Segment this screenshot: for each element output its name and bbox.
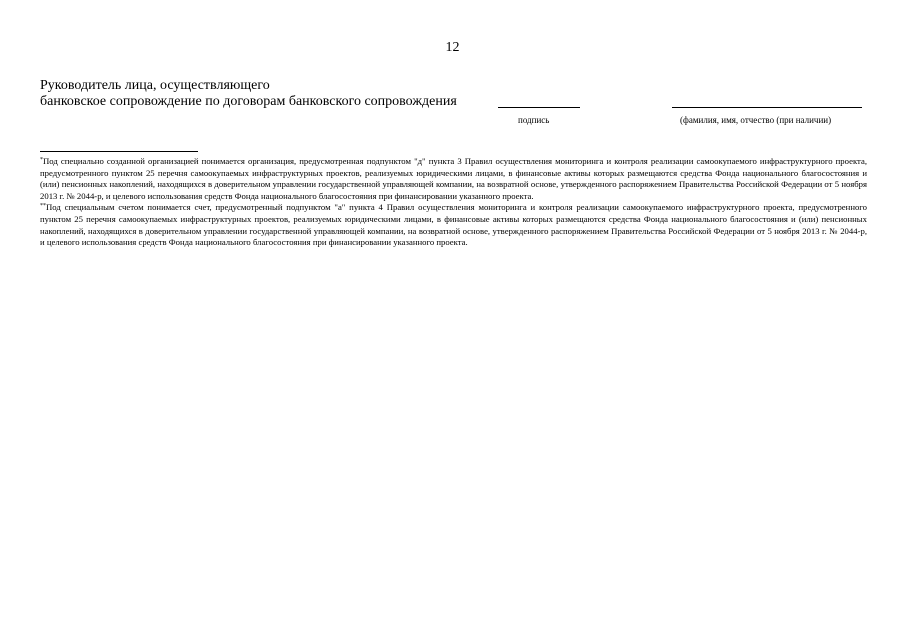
- footnote-2-text: Под специальным счетом понимается счет, предусмотренный подпунктом "а" пункта 4 Правил осуществления мониторинга и контроля реализации самоокупаемого инфраструктурного проекта, предусмотренного пунктом 25 перечня самоокупаемых инфраструктурных проектов, реализуемых юридическими лицами, в финансовые активы которых размещаются средства Фонда национального благосостояния и (или) пенсионных накоплений, находящихся в доверительном управлении государственной управляющей компании, на возвратной основе, утвержденного распоряжением Правительства Российской Федерации от 5 ноября 2013 г. № 2044-р, и целевого использования средств Фонда национального благосостояния при финансировании указанного проекта.: [40, 202, 867, 248]
- footnotes: [40, 156, 867, 249]
- full-name-line: [672, 107, 862, 108]
- signature-title-line-1: Руководитель лица, осуществляющего: [40, 78, 270, 93]
- footnote-separator: [40, 151, 198, 152]
- signature-caption: подпись: [518, 115, 550, 125]
- footnote-1: [40, 156, 867, 202]
- page-number: 12: [445, 40, 460, 55]
- footnote-2: [40, 202, 867, 248]
- full-name-caption: (фамилия, имя, отчество (при наличии): [680, 115, 832, 125]
- signature-line: [498, 107, 580, 108]
- footnote-2-mark: **: [40, 203, 46, 210]
- signature-title-line-2-row: [40, 94, 870, 110]
- footnote-1-text: Под специально созданной организацией понимается организация, предусмотренная подпунктом "д" пункта 3 Правил осуществления мониторинга и контроля реализации самоокупаемого инфраструктурного проекта, предусмотренного пунктом 25 перечня самоокупаемых инфраструктурных проектов, реализуемых юридическими лицами, в финансовые активы которых размещаются средства Фонда национального благосостояния и (или) пенсионных накоплений, находящихся в доверительном управлении государственной управляющей компании, на возвратной основе, утвержденного распоряжением Правительства Российской Федерации от 5 ноября 2013 г. № 2044-р, и целевого использования средств Фонда национального благосостояния при финансировании указанного проекта.: [40, 156, 867, 201]
- signature-title-line-2: банковское сопровождение по договорам банковского сопровождения: [40, 94, 457, 109]
- footnote-1-mark: *: [40, 157, 43, 163]
- signature-block: [40, 78, 870, 125]
